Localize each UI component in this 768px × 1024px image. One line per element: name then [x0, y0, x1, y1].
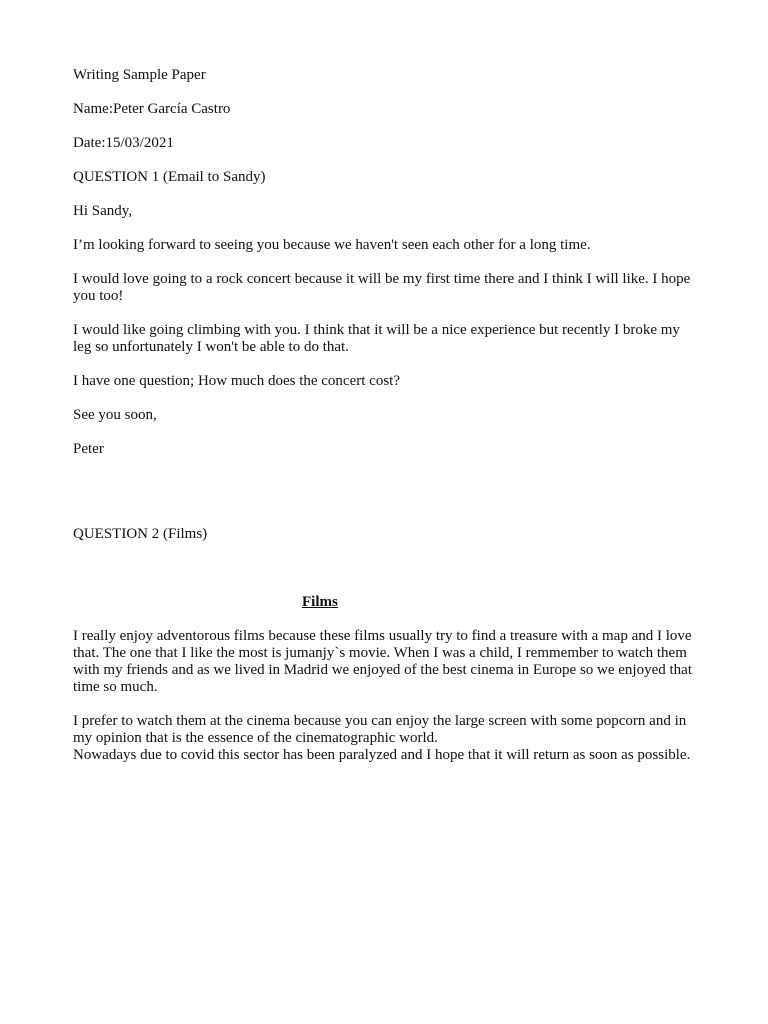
document-body — [73, 67, 695, 781]
essay-title: Films — [302, 594, 338, 610]
email-signature: Peter — [73, 441, 104, 457]
date-line: Date:15/03/2021 — [73, 135, 174, 151]
email-paragraph: I’m looking forward to seeing you because we haven't seen each other for a long time. — [73, 237, 591, 253]
spacer — [73, 458, 695, 509]
student-name-line: Name:Peter García Castro — [73, 101, 231, 117]
email-paragraph: I would like going climbing with you. I think that it will be a nice experience but recently I broke my leg so unfortunately I won't be able to do that. — [73, 322, 680, 355]
question-2-heading: QUESTION 2 (Films) — [73, 526, 208, 542]
email-paragraph: I would love going to a rock concert because it will be my first time there and I think I will like. I hope you too! — [73, 271, 691, 304]
question-1-heading: QUESTION 1 (Email to Sandy) — [73, 169, 266, 185]
essay-paragraph: Nowadays due to covid this sector has been paralyzed and I hope that it will return as soon as possible. — [73, 747, 691, 763]
email-closing: See you soon, — [73, 407, 157, 423]
spacer — [73, 543, 695, 594]
essay-paragraph: I really enjoy adventorous films because these films usually try to find a treasure with a map and I love that. The one that I like the most is jumanjy`s movie. When I was a child, I remmember to watch them with my friends and as we lived in Madrid we enjoyed of the best cinema in Europe so we enjoyed that time so much. — [73, 628, 692, 695]
email-greeting: Hi Sandy, — [73, 203, 133, 219]
email-paragraph: I have one question; How much does the concert cost? — [73, 373, 400, 389]
document-title: Writing Sample Paper — [73, 67, 206, 83]
spacer — [73, 509, 695, 526]
essay-paragraph: I prefer to watch them at the cinema because you can enjoy the large screen with some popcorn and in my opinion that is the essence of the cinematographic world. — [73, 713, 687, 746]
